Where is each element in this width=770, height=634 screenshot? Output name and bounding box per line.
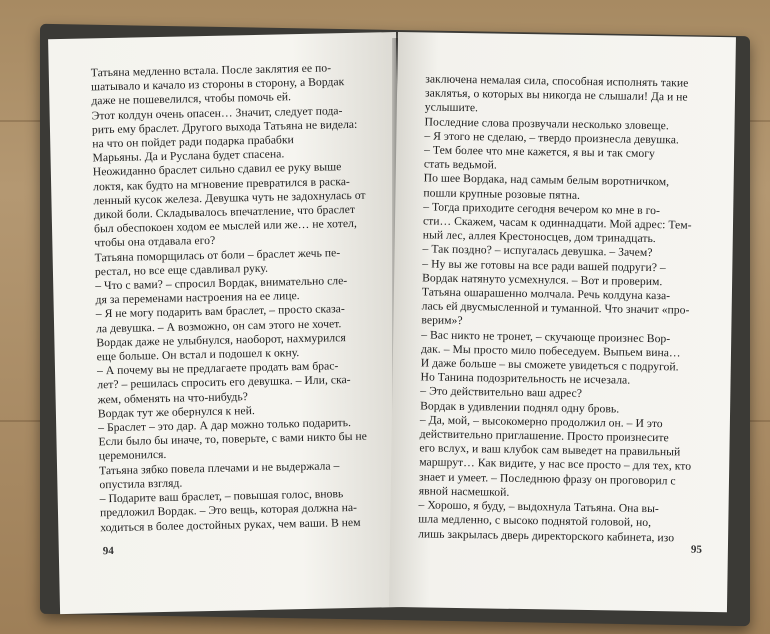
text-line: Татьяна ошарашенно молчала. Речь колдуна каза-: [421, 285, 671, 303]
text-line: ный лес, аллея Крестоносцев, дом тринадцать.: [422, 228, 656, 246]
text-line: лишь закрылась дверь директорского кабинета, изо: [418, 526, 675, 544]
text-line: церемонился.: [98, 448, 167, 463]
text-line: заклятья, о которых вы никогда не слышали! Да и не: [424, 86, 688, 104]
text-line: верим»?: [421, 313, 463, 328]
text-line: локтя, как будто на мгновение превратился в раска-: [93, 174, 350, 193]
text-line: действительно приглашение. Просто произнесите: [419, 427, 669, 445]
text-line: – Я этого не сделаю, – твердо произнесла девушка.: [424, 129, 680, 147]
text-line: стать ведьмой.: [423, 157, 498, 172]
text-line: знает и умеет. – Последнюю фразу он проговорил с: [418, 470, 676, 488]
text-line: И даже больше – вы сможете увидеться с подругой.: [420, 356, 679, 374]
text-line: лет? – решилась спросить его девушка. – Или, ска-: [97, 373, 351, 392]
text-line: – Так поздно? – испугалась девушка. – Зачем?: [422, 242, 653, 260]
text-line: Последние слова прозвучали несколько зловеще.: [424, 115, 669, 132]
text-line: шла медленно, с высоко поднятой головой, но,: [418, 512, 652, 530]
text-line: Вордак даже не улыбнулся, наоборот, нахмурился: [96, 330, 346, 350]
text-line: дак. – Мы просто мило побеседуем. Выпьем вина…: [420, 342, 681, 360]
text-line: услышите.: [424, 100, 479, 115]
text-line: ленный кусок железа. Девушка чуть не задохнулась от: [93, 188, 366, 208]
text-line: сти… Скажем, часам к одиннадцати. Мой адрес: Тем-: [422, 214, 692, 232]
text-line: дикой боли. Складывалось впечатление, что браслет: [93, 202, 356, 222]
text-line: явной насмешкой.: [418, 484, 510, 499]
text-line: жем, обменять на что-нибудь?: [97, 389, 249, 406]
text-line: пошли крупные розовые пятна.: [423, 186, 581, 202]
page-number: 94: [102, 545, 114, 558]
page-number: 95: [690, 543, 702, 556]
text-line: Вордак в удивлении поднял одну бровь.: [420, 399, 620, 416]
text-line: дя за переменами настроения на ее лице.: [95, 289, 300, 307]
text-line: – Браслет – это дар. А дар можно только подарить.: [98, 416, 352, 435]
text-line: маршрут… Как видите, у нас все просто – для тех, кто: [419, 455, 692, 474]
text-line: Если было бы иначе, то, поверьте, с вами никто бы не: [98, 429, 368, 449]
text-line: шатывало и качало из стороны в сторону, а Вордак: [90, 75, 345, 94]
text-line: – Это действительно ваш адрес?: [420, 384, 583, 401]
text-line: – А почему вы не предлагаете продать вам брас-: [96, 359, 339, 378]
text-line: заключена немалая сила, способная исполнять такие: [425, 72, 689, 90]
text-line: Этот колдун очень опасен… Значит, следует пода-: [91, 103, 343, 122]
text-line: – Ну вы же готовы на все ради вашей подруги? –: [422, 257, 666, 274]
text-line: лась ей двусмысленной и туманной. Что значит «про-: [421, 299, 690, 317]
text-line: опустила взгляд.: [99, 476, 183, 492]
text-line: еще больше. Он встал и подошел к окну.: [96, 346, 300, 364]
text-line: Татьяна поморщилась от боли – браслет жечь пе-: [94, 245, 341, 264]
text-line: – Хорошо, я буду, – выдохнула Татьяна. Она вы-: [418, 498, 659, 516]
left-page: [48, 32, 408, 614]
text-line: рестал, но все еще сдавливал руку.: [94, 261, 269, 279]
right-page: [389, 32, 736, 612]
text-line: – Тогда приходите сегодня вечером ко мне в го-: [423, 200, 661, 217]
text-line: Неожиданно браслет сильно сдавил ее руку выше: [92, 160, 342, 179]
text-line: Вордак натянуто усмехнулся. – Вот и проверим.: [422, 271, 663, 289]
text-line: По шее Вордака, над самым белым воротничком,: [423, 171, 670, 189]
text-line: – Вас никто не тронет, – скучающе произнес Вор-: [421, 328, 671, 345]
text-line: – Я не могу подарить вам браслет, – просто сказа-: [95, 302, 345, 321]
text-line: Татьяна медленно встала. После заклятия ее по-: [90, 61, 332, 80]
text-line: Марьяны. Да и Руслана будет спасена.: [92, 147, 285, 165]
text-line: даже не пошевелился, чтобы помочь ей.: [91, 90, 292, 108]
text-line: Татьяна зябко повела плечами и не выдержала –: [98, 458, 340, 477]
text-line: Вордак тут же обернулся к ней.: [97, 403, 255, 421]
text-line: его вслух, и ваш клубок сам выведет на правильный: [419, 441, 681, 459]
text-line: ла девушка. – А возможно, он сам этого не хочет.: [96, 316, 342, 335]
text-line: – Подарите ваш браслет, – повышая голос, вновь: [99, 487, 344, 506]
text-line: рить ему браслет. Другого выхода Татьяна не видела:: [91, 117, 358, 137]
text-line: предложил Вордак. – Это вещь, которая должна на-: [99, 501, 358, 520]
text-line: – Что с вами? – спросил Вордак, внимательно сле-: [95, 274, 348, 293]
text-line: на что он пойдет ради подарка прабабки: [92, 133, 294, 151]
text-line: ходиться в более достойных руках, чем ваши. В нем: [100, 515, 361, 534]
text-line: Но Танина подозрительность не исчезала.: [420, 370, 631, 387]
text-line: – Да, мой, – высокомерно продолжил он. – И это: [419, 413, 663, 431]
text-line: – Тем более что мне кажется, я вы и так смогу: [424, 143, 656, 161]
text-line: чтобы она отдавала его?: [94, 234, 216, 250]
text-line: был обеспокоен ходом ее мыслей или же… не хотел,: [93, 217, 358, 236]
